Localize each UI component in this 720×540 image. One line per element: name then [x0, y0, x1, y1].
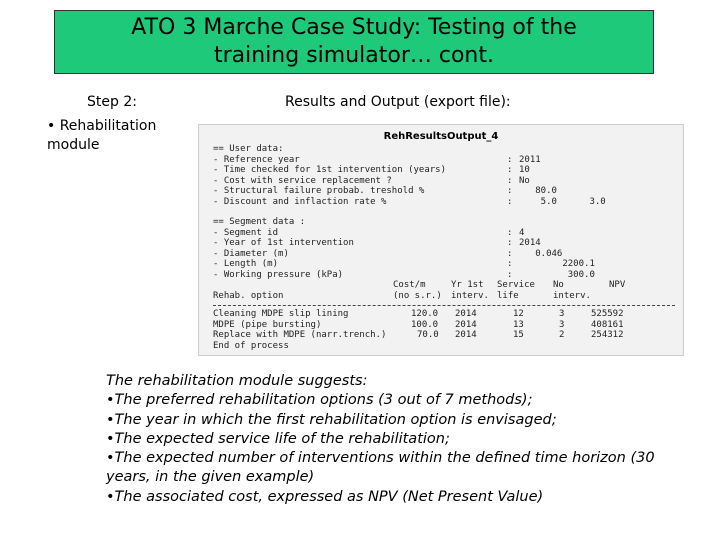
user-header: == User data:: [213, 144, 284, 154]
user-row: - Cost with service replacement ? : No: [213, 175, 530, 186]
segment-header: == Segment data :: [213, 217, 306, 227]
table-header: Rehab. option Cost/m (no s.r.) Yr 1st interv. Service life No interv. NPV: [213, 280, 626, 301]
user-row: - Discount and inflaction rate % : 5.0 3.0: [213, 196, 606, 207]
panel-title: RehResultsOutput_4: [383, 131, 499, 142]
body-line: The rehabilitation module suggests:: [106, 373, 368, 389]
export-file-panel: [198, 124, 684, 356]
results-label: Results and Output (export file):: [285, 94, 511, 110]
left-bullet: • Rehabilitation module: [47, 118, 157, 153]
table-divider: [213, 305, 675, 306]
body-line: •The expected number of interventions within the defined time horizon (30 years, in the given example): [106, 450, 655, 486]
segment-row: - Length (m) : 2200.1: [213, 259, 595, 269]
body-line: •The year in which the first rehabilitation option is envisaged;: [106, 411, 557, 428]
user-row: - Structural failure probab. treshold % : 80.0: [213, 186, 557, 196]
export-lines: [213, 144, 675, 351]
body-line: •The associated cost, expressed as NPV (Net Present Value): [106, 488, 544, 505]
segment-row: - Working pressure (kPa) : 300.0: [213, 269, 595, 280]
table-row: Replace with MDPE (narr.trench.) 70.0 2014 15 2 254312: [213, 330, 624, 340]
table-row: Cleaning MDPE slip lining 120.0 2014 12 3 525592: [213, 309, 624, 319]
body-line: •The expected service life of the rehabilitation;: [106, 430, 450, 447]
segment-row: - Diameter (m) : 0.046: [213, 248, 563, 259]
segment-row: - Year of 1st intervention : 2014: [213, 238, 541, 248]
spacer: [213, 207, 675, 217]
user-row: - Reference year : 2011: [213, 154, 541, 165]
step-label: Step 2:: [87, 94, 137, 110]
body-text: [106, 372, 666, 507]
table-row: MDPE (pipe bursting) 100.0 2014 13 3 408161: [213, 319, 624, 330]
body-line: •The preferred rehabilitation options (3 out of 7 methods);: [106, 392, 533, 409]
end-line: End of process: [213, 340, 289, 351]
slide-title: ATO 3 Marche Case Study: Testing of the training simulator… cont.: [131, 15, 577, 68]
segment-row: - Segment id : 4: [213, 227, 525, 238]
slide-title-box: [54, 10, 654, 74]
user-row: - Time checked for 1st intervention (years) : 10: [213, 165, 530, 175]
